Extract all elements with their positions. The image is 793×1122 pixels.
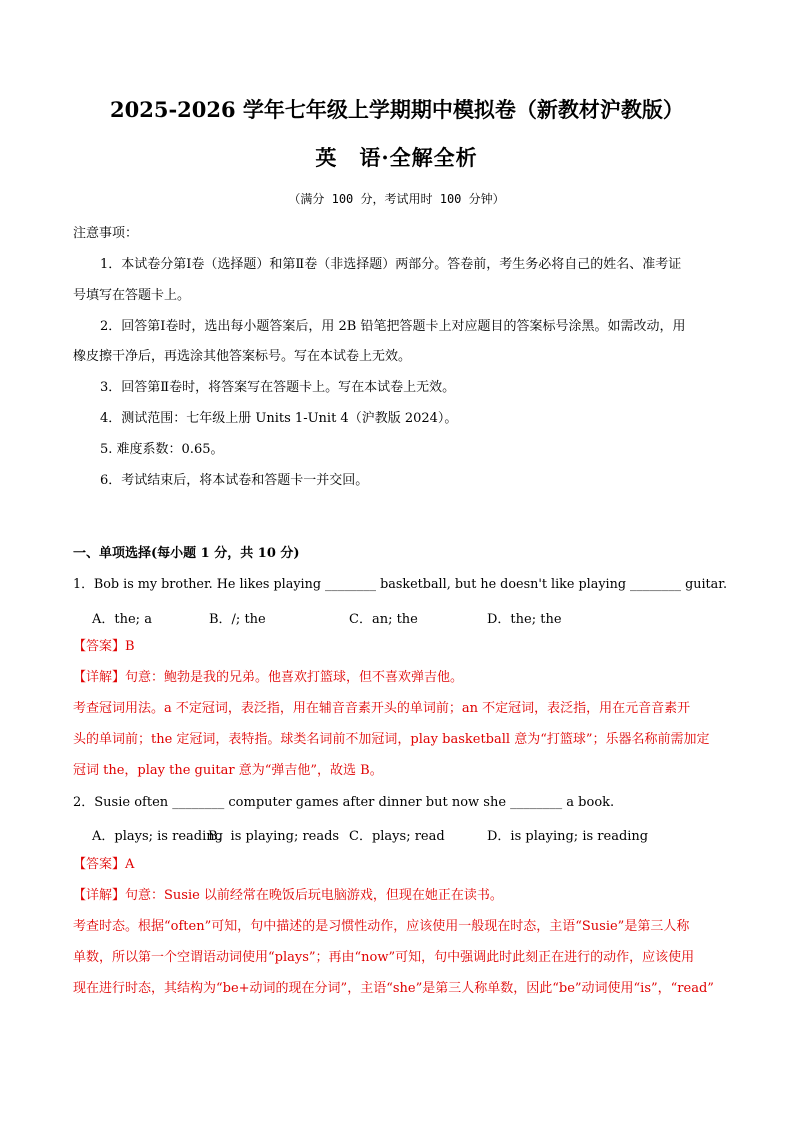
notice-item-2: 2．回答第Ⅰ卷时，选出每小题答案后，用 2B 铅笔把答题卡上对应题目的答案标号涂黑。如需改动，用 — [100, 319, 686, 334]
question-2-option-d: D．is playing; is reading — [487, 829, 649, 844]
section-heading: 一、单项选择(每小题 1 分，共 10 分) — [73, 546, 300, 561]
question-1-explanation: 考查冠词用法。a 不定冠词，表泛指，用在辅音音素开头的单词前；an 不定冠词，表泛指，用在元音音素开 — [73, 701, 691, 716]
notice-item-3: 3．回答第Ⅱ卷时，将答案写在答题卡上。写在本试卷上无效。 — [100, 380, 456, 395]
notice-heading: 注意事项： — [73, 226, 139, 241]
notice-item-5: 5. 难度系数：0.65。 — [100, 442, 224, 457]
notice-item-1: 1．本试卷分第Ⅰ卷（选择题）和第Ⅱ卷（非选择题）两部分。答卷前，考生务必将自己的姓名、准考证 — [100, 257, 682, 272]
question-2-detail: 【详解】句意：Susie 以前经常在晚饭后玩电脑游戏，但现在她正在读书。 — [73, 888, 503, 903]
exam-meta: （满分 100 分，考试用时 100 分钟） — [288, 192, 505, 206]
notice-item-2-cont: 橡皮擦干净后，再选涂其他答案标号。写在本试卷上无效。 — [73, 349, 412, 364]
question-1-answer: 【答案】B — [73, 639, 135, 654]
page-title: 2025-2026 学年七年级上学期期中模拟卷（新教材沪教版） — [110, 97, 684, 122]
question-2-option-b: B．is playing; reads — [208, 829, 340, 844]
question-2-stem: 2．Susie often ________ computer games after dinner but now she ________ a book. — [73, 795, 615, 810]
question-1-option-c: C．an; the — [349, 612, 418, 627]
question-2-option-c: C．plays; read — [349, 829, 445, 844]
page-subtitle: 英 语·全解全析 — [315, 145, 478, 170]
notice-item-6: 6．考试结束后，将本试卷和答题卡一并交回。 — [100, 473, 369, 488]
question-1-explanation-cont: 头的单词前；the 定冠词，表特指。球类名词前不加冠词，play basketball 意为“打篮球”；乐器名称前需加定 — [73, 732, 710, 747]
notice-item-4: 4．测试范围：七年级上册 Units 1-Unit 4（沪教版 2024）。 — [100, 411, 458, 426]
question-1-option-d: D．the; the — [487, 612, 562, 627]
question-1-explanation-end: 冠词 the，play the guitar 意为“弹吉他”，故选 B。 — [73, 763, 383, 778]
question-1-option-b: B．/; the — [209, 612, 266, 627]
question-1-stem: 1．Bob is my brother. He likes playing ________ basketball, but he doesn't like playing ________ guitar. — [73, 577, 728, 592]
question-2-option-a: A．plays; is reading — [92, 829, 223, 844]
question-1-detail: 【详解】句意：鲍勃是我的兄弟。他喜欢打篮球，但不喜欢弹吉他。 — [73, 670, 464, 685]
question-2-answer: 【答案】A — [73, 857, 135, 872]
question-1-option-a: A．the; a — [92, 612, 152, 627]
question-2-explanation-more: 现在进行时态，其结构为“be+动词的现在分词”，主语“she”是第三人称单数，因此“be”动词使用“is”，“read” — [73, 981, 714, 996]
question-2-explanation: 考查时态。根据“often”可知，句中描述的是习惯性动作，应该使用一般现在时态，主语“Susie”是第三人称 — [73, 919, 690, 934]
notice-item-1-cont: 号填写在答题卡上。 — [73, 288, 191, 303]
question-2-explanation-cont: 单数，所以第一个空谓语动词使用“plays”；再由“now”可知，句中强调此时此刻正在进行的动作，应该使用 — [73, 950, 695, 965]
